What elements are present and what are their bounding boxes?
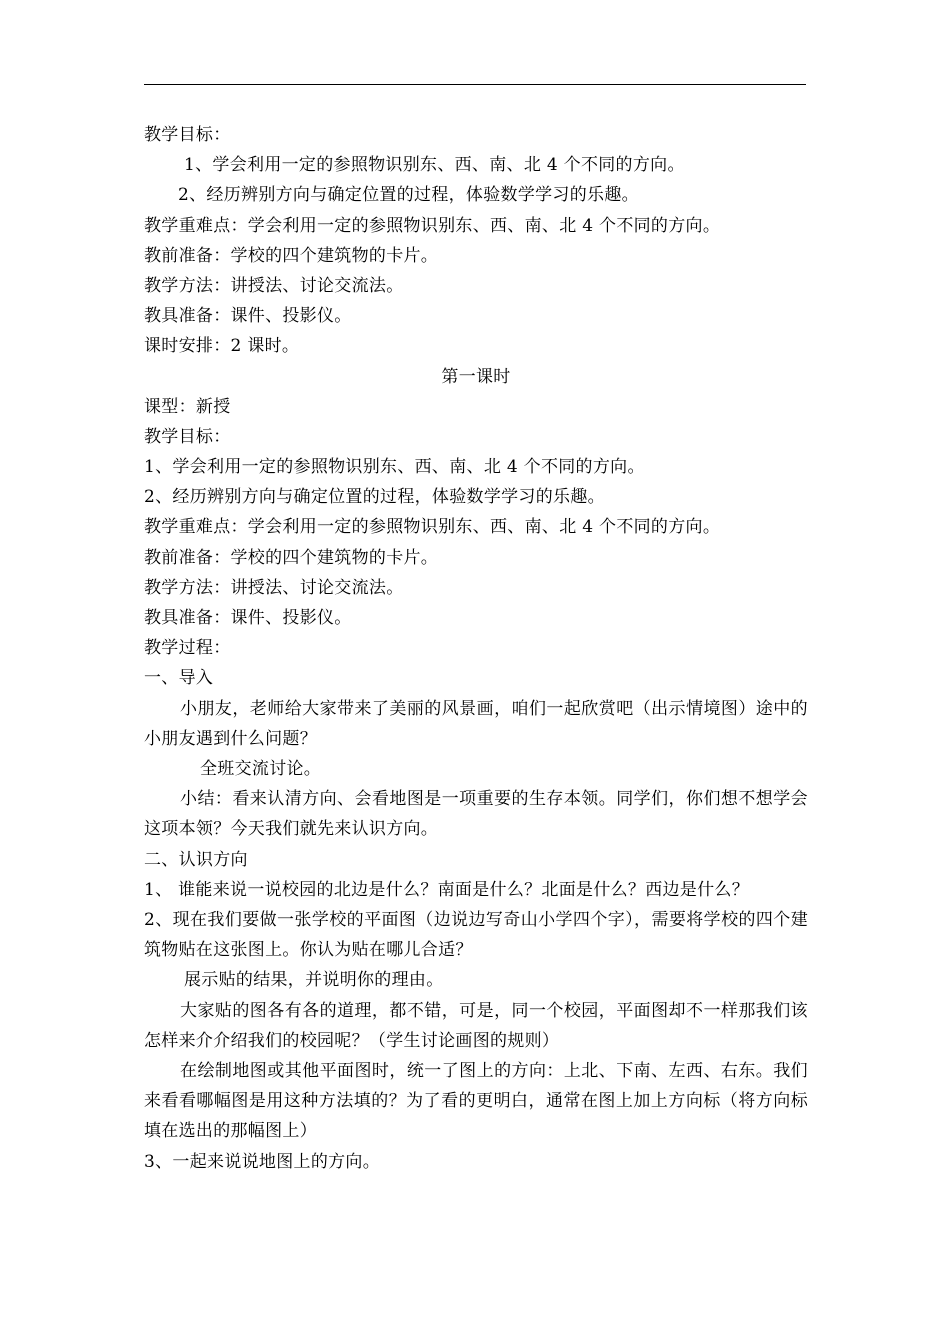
process-heading: 教学过程： — [144, 638, 231, 659]
teaching-aids: 教具准备：课件、投影仪。 — [144, 306, 352, 327]
lesson-method: 教学方法：讲授法、讨论交流法。 — [144, 577, 404, 598]
item-1: 1、 谁能来说一说校园的北边是什么？南面是什么？北面是什么？西边是什么？ — [144, 879, 750, 900]
lesson-objective-1: 1、学会利用一定的参照物识别东、西、南、北 4 个不同的方向。 — [144, 457, 645, 478]
key-difficulty: 教学重难点：学会利用一定的参照物识别东、西、南、北 4 个不同的方向。 — [144, 215, 721, 236]
lesson-title: 第一课时 — [441, 366, 511, 387]
drawing-paragraph: 在绘制地图或其他平面图时，统一了图上的方向：上北、下南、左西、右东。我们来看看哪幅图是用这种方法填的？为了看的更明白，通常在图上加上方向标（将方向标填在选出的那幅图上） — [144, 1060, 808, 1142]
lesson-preparation: 教前准备：学校的四个建筑物的卡片。 — [144, 547, 439, 568]
teaching-method: 教学方法：讲授法、讨论交流法。 — [144, 275, 404, 296]
lesson-objective-2: 2、经历辨别方向与确定位置的过程，体验数学学习的乐趣。 — [144, 487, 605, 508]
lesson-key-difficulty: 教学重难点：学会利用一定的参照物识别东、西、南、北 4 个不同的方向。 — [144, 517, 721, 538]
show-result: 展示贴的结果，并说明你的理由。 — [184, 970, 444, 991]
objectives-heading: 教学目标： — [144, 125, 231, 145]
document-body — [144, 120, 808, 1177]
item-2: 2、现在我们要做一张学校的平面图（边说边写奇山小学四个字），需要将学校的四个建筑物贴在这张图上。你认为贴在哪儿合适？ — [144, 909, 808, 961]
intro-summary: 小结：看来认清方向、会看地图是一项重要的生存本领。同学们，你们想不想学会这项本领？今天我们就先来认识方向。 — [144, 789, 808, 840]
objective-1: 1、学会利用一定的参照物识别东、西、南、北 4 个不同的方向。 — [184, 155, 685, 176]
lesson-type: 课型：新授 — [144, 396, 231, 417]
section-1-title: 一、导入 — [144, 668, 214, 689]
lesson-aids: 教具准备：课件、投影仪。 — [144, 608, 352, 628]
lesson-objectives-heading: 教学目标： — [144, 426, 231, 447]
class-hours: 课时安排：2 课时。 — [144, 336, 300, 357]
intro-paragraph: 小朋友，老师给大家带来了美丽的风景画，咱们一起欣赏吧（出示情境图）途中的小朋友遇到什么问题？ — [144, 698, 808, 749]
header-rule — [144, 84, 806, 85]
everyone-paragraph: 大家贴的图各有各的道理，都不错，可是，同一个校园，平面图却不一样那我们该怎样来介介绍我们的校园呢？（学生讨论画图的规则） — [144, 1000, 808, 1051]
section-2-title: 二、认识方向 — [144, 849, 248, 870]
objective-2: 2、经历辨别方向与确定位置的过程，体验数学学习的乐趣。 — [178, 185, 639, 206]
intro-discussion: 全班交流讨论。 — [200, 758, 322, 779]
preparation: 教前准备：学校的四个建筑物的卡片。 — [144, 245, 439, 266]
item-3: 3、一起来说说地图上的方向。 — [144, 1151, 381, 1172]
